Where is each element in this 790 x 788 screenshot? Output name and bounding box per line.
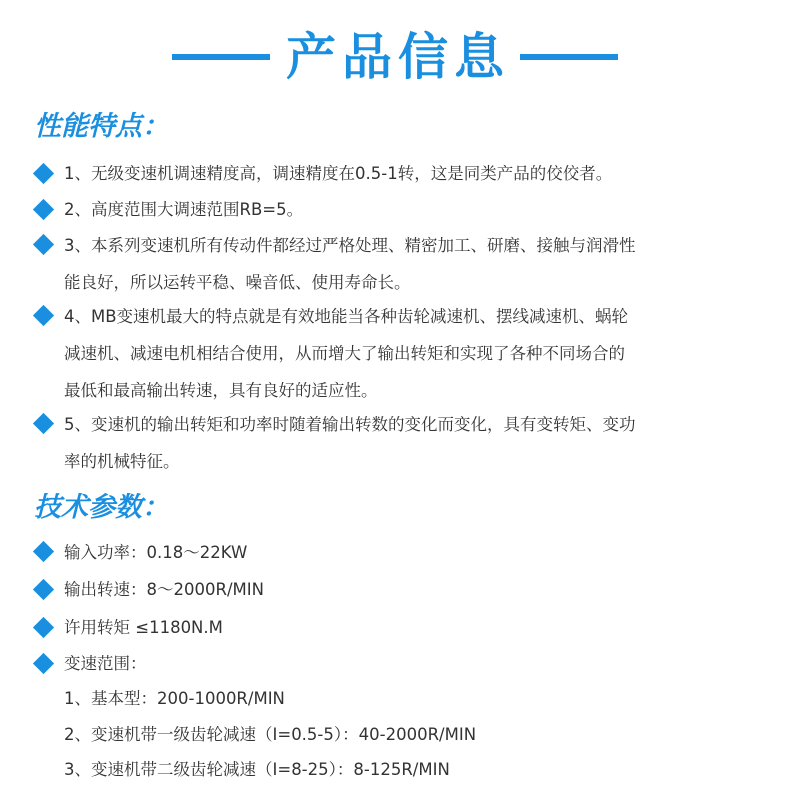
feature-item-5-line-1: 5、变速机的输出转矩和功率时随着输出转数的变化而变化，具有变转矩、变功 [64,415,636,434]
features-section-title: 性能特点： [34,111,169,142]
page-title: 产品信息 [286,28,510,86]
diamond-bullet-icon [33,413,54,434]
feature-item-5-line-2: 率的机械特征。 [64,452,180,471]
diamond-bullet-icon [33,579,54,600]
feature-item-5 [64,406,764,480]
spec-sub-item-2: 2、变速机带一级齿轮减速（I=0.5-5）：40-2000R/MIN [64,725,477,744]
spec-item-3: 许用转矩 ≤1180N.M [64,618,223,637]
spec-sub-item-3: 3、变速机带二级齿轮减速（I=8-25）：8-125R/MIN [64,760,450,779]
spec-sub-item-1: 1、基本型：200-1000R/MIN [64,689,285,708]
feature-item-3-line-2: 能良好，所以运转平稳、噪音低、使用寿命长。 [64,273,411,292]
header-line-right [520,54,618,60]
feature-item-3 [64,227,764,301]
feature-item-4 [64,298,764,409]
specs-section-title: 技术参数： [34,492,169,523]
feature-item-4-line-1: 4、MB变速机最大的特点就是有效地能当各种齿轮减速机、摆线减速机、蜗轮 [64,307,629,326]
diamond-bullet-icon [33,617,54,638]
spec-item-2: 输出转速：8～2000R/MIN [64,580,264,599]
diamond-bullet-icon [33,541,54,562]
feature-item-4-line-3: 最低和最高输出转速，具有良好的适应性。 [64,381,378,400]
feature-item-1-line-1: 1、无级变速机调速精度高，调速精度在0.5-1转，这是同类产品的佼佼者。 [64,164,613,183]
spec-item-4: 变速范围： [64,654,147,673]
feature-item-3-line-1: 3、本系列变速机所有传动件都经过严格处理、精密加工、研磨、接触与润滑性 [64,236,636,255]
feature-item-1 [64,155,764,192]
feature-item-4-line-2: 减速机、减速电机相结合使用，从而增大了输出转矩和实现了各种不同场合的 [64,344,625,363]
diamond-bullet-icon [33,234,54,255]
diamond-bullet-icon [33,305,54,326]
diamond-bullet-icon [33,653,54,674]
feature-item-2 [64,191,764,228]
diamond-bullet-icon [33,199,54,220]
page-header [0,22,790,92]
diamond-bullet-icon [33,163,54,184]
spec-item-1: 输入功率：0.18～22KW [64,543,248,562]
feature-item-2-line-1: 2、高度范围大调速范围RB=5。 [64,200,304,219]
header-line-left [172,54,270,60]
